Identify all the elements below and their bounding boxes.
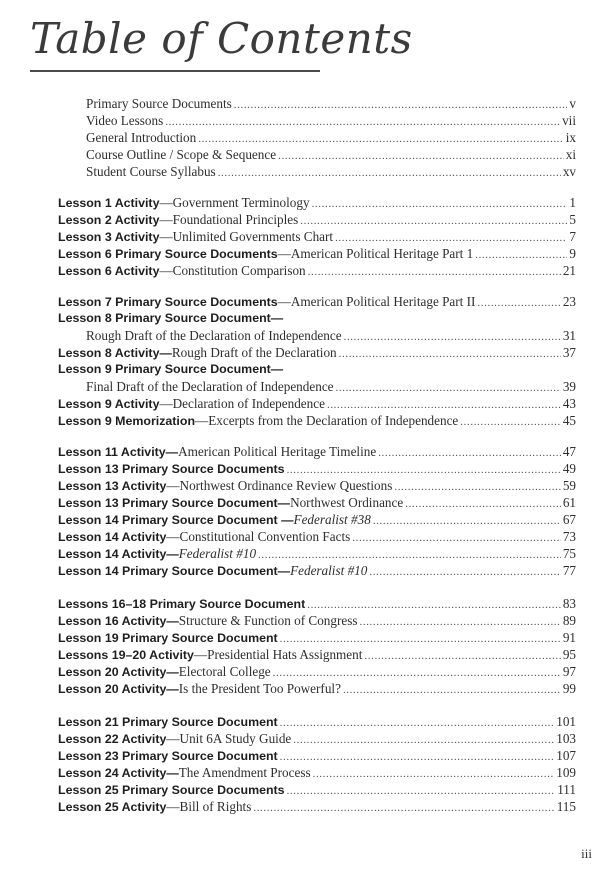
page-number: iii: [581, 846, 592, 861]
dot-leader: [253, 800, 554, 817]
toc-entry: [58, 612, 576, 629]
toc-entry: [58, 228, 576, 245]
lesson-label: Lesson 20 Activity—: [58, 665, 179, 679]
lesson-label: Lesson 13 Primary Source Document—: [58, 496, 291, 510]
entry-page: 61: [562, 495, 576, 510]
dot-leader: [218, 165, 561, 182]
entry-subtitle: Constitution Comparison: [172, 263, 306, 278]
dot-leader: [343, 682, 561, 699]
toc-entry: [58, 262, 576, 279]
entry-page: 59: [562, 478, 576, 493]
lesson-label: Lesson 14 Activity: [58, 530, 167, 544]
title-underline: [30, 70, 320, 72]
separator: —: [277, 294, 291, 309]
toc-entry: [58, 562, 576, 579]
entry-subtitle: Rough Draft of the Declaration: [171, 345, 337, 360]
toc-entry: [58, 511, 576, 528]
entry-page: 39: [562, 379, 576, 394]
entry-page: 37: [562, 345, 576, 360]
entry-page: 103: [556, 731, 576, 746]
entry-subtitle: Unlimited Governments Chart: [172, 229, 334, 244]
entry-page: ix: [565, 130, 576, 145]
entry-page: 73: [562, 529, 576, 544]
entry-subtitle: Presidential Hats Assignment: [207, 647, 363, 662]
entry-page: 21: [562, 263, 576, 278]
page-title: Table of Contents: [30, 14, 413, 63]
separator: —: [195, 413, 209, 428]
lesson-label: Lesson 14 Primary Source Document—: [58, 564, 291, 578]
entry-subtitle: Northwest Ordinance Review Questions: [179, 478, 393, 493]
toc-entry: [58, 595, 576, 612]
entry-page: 77: [562, 563, 576, 578]
toc-entry: [58, 494, 576, 511]
entry-page: 91: [562, 630, 576, 645]
entry-title: Video Lessons: [86, 113, 164, 128]
entry-page: 97: [562, 664, 576, 679]
entry-page: 111: [557, 782, 576, 797]
entry-title: Student Course Syllabus: [86, 164, 216, 179]
entry-subtitle: Constitutional Convention Facts: [179, 529, 351, 544]
entry-subtitle: Structure & Function of Congress: [178, 613, 358, 628]
separator: —: [166, 731, 180, 746]
toc-entry: [86, 129, 576, 146]
lesson-label: Lesson 2 Activity: [58, 213, 160, 227]
toc-entry: [58, 528, 576, 545]
toc-entry: [58, 663, 576, 680]
entry-subtitle: Government Terminology: [172, 195, 310, 210]
lesson-label: Lesson 16 Activity—: [58, 614, 179, 628]
lesson-label: Lesson 14 Activity—: [58, 547, 179, 561]
lesson-label: Lesson 9 Memorization: [58, 414, 196, 428]
dot-leader: [460, 414, 561, 431]
entry-subtitle: American Political Heritage Part 1: [290, 246, 474, 261]
entry-page: 99: [562, 681, 576, 696]
entry-page: 45: [562, 413, 576, 428]
toc-entry: [86, 95, 576, 112]
entry-subtitle: Electoral College: [178, 664, 271, 679]
entry-title: General Introduction: [86, 130, 197, 145]
toc-entry: [58, 344, 576, 361]
entry-page: 47: [562, 444, 576, 459]
toc-entry: [58, 361, 576, 378]
separator: —: [159, 195, 173, 210]
dot-leader: [308, 264, 561, 281]
entry-title: Course Outline / Scope & Sequence: [86, 147, 277, 162]
lesson-label: Lesson 21 Primary Source Document: [58, 715, 278, 729]
lesson-label: Lesson 7 Primary Source Documents: [58, 295, 278, 309]
lesson-label: Lesson 11 Activity—: [58, 445, 179, 459]
entry-page: 89: [562, 613, 576, 628]
entry-page: xi: [565, 147, 576, 162]
entry-page: 109: [556, 765, 576, 780]
entry-page: 9: [569, 246, 576, 261]
toc-entry: [58, 798, 576, 815]
lesson-label: Lesson 20 Activity—: [58, 682, 179, 696]
separator: —: [166, 799, 180, 814]
toc-entry: [58, 680, 576, 697]
entry-page: xv: [562, 164, 576, 179]
toc-entry: [58, 545, 576, 562]
toc-entry: [86, 327, 576, 344]
lesson-label: Lesson 23 Primary Source Document: [58, 749, 278, 763]
entry-page: 101: [556, 714, 576, 729]
toc-entry: [58, 395, 576, 412]
entry-page: 7: [569, 229, 576, 244]
entry-page: 43: [562, 396, 576, 411]
entry-subtitle: Excerpts from the Declaration of Independence: [208, 413, 459, 428]
toc-entry: [58, 629, 576, 646]
entry-subtitle: Is the President Too Powerful?: [178, 681, 341, 696]
entry-page: vii: [562, 113, 576, 128]
separator: —: [159, 396, 173, 411]
separator: —: [166, 529, 180, 544]
entry-page: 67: [562, 512, 576, 527]
lesson-label: Lesson 25 Primary Source Documents: [58, 783, 285, 797]
entry-page: 1: [569, 195, 576, 210]
entry-subtitle: Federalist #10: [178, 546, 257, 561]
lesson-label: Lesson 9 Primary Source Document—: [58, 362, 284, 376]
lesson-label: Lesson 19 Primary Source Document: [58, 631, 278, 645]
separator: —: [277, 246, 291, 261]
dot-leader: [369, 564, 560, 581]
toc-entry: [58, 713, 576, 730]
toc-entry: [58, 245, 576, 262]
lesson-label: Lessons 19–20 Activity: [58, 648, 194, 662]
toc-entry: [58, 443, 576, 460]
lesson-label: Lesson 22 Activity: [58, 732, 167, 746]
lesson-label: Lesson 8 Primary Source Document—: [58, 311, 284, 325]
toc-entry: [58, 781, 576, 798]
entry-title: Primary Source Documents: [86, 96, 232, 111]
entry-page: 5: [569, 212, 576, 227]
lesson-label: Lesson 3 Activity: [58, 230, 160, 244]
entry-title: Rough Draft of the Declaration of Independence: [86, 328, 342, 343]
entry-subtitle: Federalist #10: [290, 563, 368, 578]
toc-entry: [58, 477, 576, 494]
separator: —: [159, 263, 173, 278]
lesson-label: Lesson 6 Activity: [58, 264, 160, 278]
entry-subtitle: Northwest Ordinance: [290, 495, 404, 510]
entry-page: 23: [562, 294, 576, 309]
entry-subtitle: American Political Heritage Part II: [290, 294, 476, 309]
entry-subtitle: Federalist #38: [293, 512, 371, 527]
lesson-label: Lesson 13 Activity: [58, 479, 167, 493]
entry-page: 49: [562, 461, 576, 476]
separator: —: [159, 229, 173, 244]
entry-subtitle: The Amendment Process: [178, 765, 311, 780]
entry-page: 115: [556, 799, 576, 814]
toc-entry: [58, 310, 576, 327]
toc-entry: [58, 194, 576, 211]
toc-entry: [58, 730, 576, 747]
entry-page: v: [569, 96, 576, 111]
lesson-label: Lesson 1 Activity: [58, 196, 160, 210]
entry-subtitle: Declaration of Independence: [172, 396, 325, 411]
toc-entry: [58, 211, 576, 228]
separator: —: [166, 478, 180, 493]
lesson-label: Lesson 6 Primary Source Documents: [58, 247, 278, 261]
toc-entry: [58, 764, 576, 781]
entry-page: 107: [556, 748, 576, 763]
lesson-label: Lesson 8 Activity—: [58, 346, 172, 360]
toc-entry: [58, 293, 576, 310]
entry-page: 75: [562, 546, 576, 561]
toc-entry: [86, 378, 576, 395]
lesson-label: Lesson 13 Primary Source Documents: [58, 462, 285, 476]
toc-entry: [86, 112, 576, 129]
lesson-label: Lesson 24 Activity—: [58, 766, 179, 780]
lesson-label: Lesson 9 Activity: [58, 397, 160, 411]
entry-subtitle: American Political Heritage Timeline: [178, 444, 377, 459]
entry-subtitle: Bill of Rights: [179, 799, 252, 814]
entry-page: 95: [562, 647, 576, 662]
entry-subtitle: Foundational Principles: [172, 212, 299, 227]
entry-page: 31: [562, 328, 576, 343]
separator: —: [193, 647, 208, 662]
entry-subtitle: Unit 6A Study Guide: [179, 731, 292, 746]
lesson-label: Lesson 25 Activity: [58, 800, 167, 814]
toc-entry: [58, 747, 576, 764]
toc-entry: [58, 460, 576, 477]
separator: —: [159, 212, 173, 227]
entry-page: 83: [562, 596, 576, 611]
entry-title: Final Draft of the Declaration of Independence: [86, 379, 334, 394]
lesson-label: Lessons 16–18 Primary Source Document: [58, 597, 306, 611]
toc-entry: [86, 163, 576, 180]
toc-entry: [58, 412, 576, 429]
lesson-label: Lesson 14 Primary Source Document —: [58, 513, 294, 527]
toc-entry: [58, 646, 576, 663]
toc-entry: [86, 146, 576, 163]
